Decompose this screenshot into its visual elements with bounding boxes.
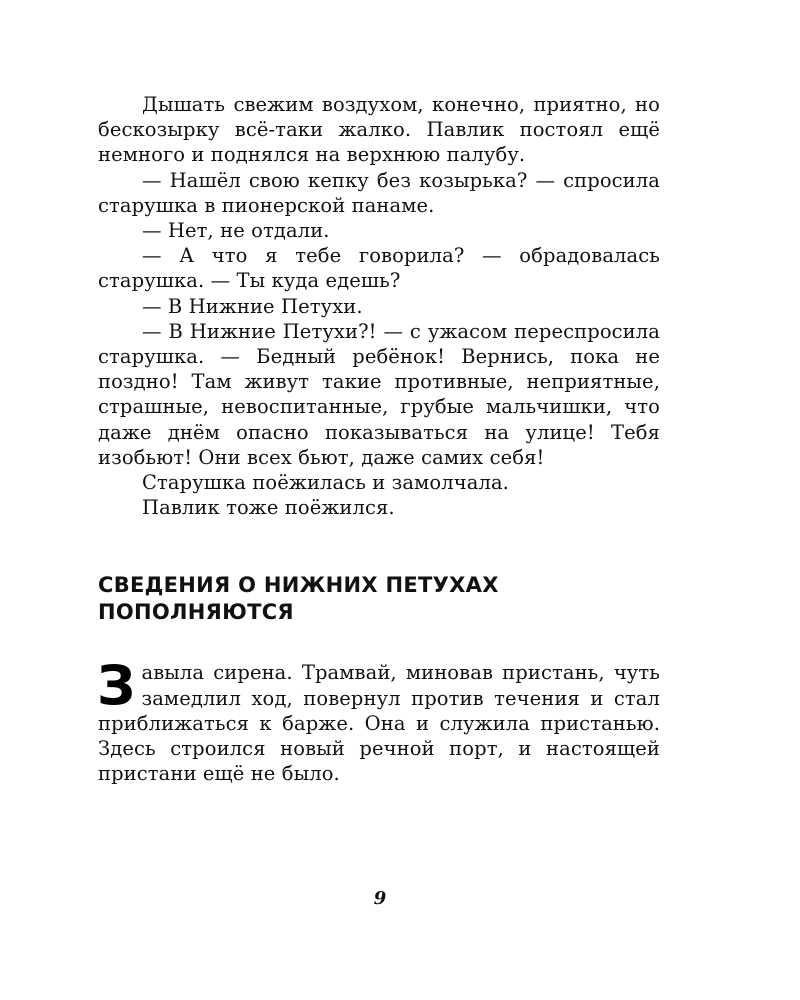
dialogue-line: — Нашёл свою кепку без козырька? — спросила старушка в пионерской панаме.	[98, 168, 660, 217]
drop-cap: З	[97, 654, 136, 718]
dialogue-line: — В Нижние Петухи?! — с ужасом переспросила старушка. — Бедный ребёнок! Вернись, пока не поздно! Там живут такие противные, неприятные, страшные, невоспитанные, грубые мальчишки, что даже днём опасно показываться на улице! Тебя изобьют! Они всех бьют, даже самих себя!	[98, 319, 660, 469]
chapter-first-paragraph	[97, 654, 660, 786]
chapter-first-paragraph-text: авыла сирена. Трамвай, миновав пристань, чуть замедлил ход, повернул против течения и стал приближаться к барже. Она и служила пристанью. Здесь строился новый речной порт, и настоящей пристани ещё не было.	[98, 661, 660, 786]
story-text	[98, 92, 660, 520]
page-content	[98, 92, 660, 786]
dialogue-line: — Нет, не отдали.	[142, 219, 330, 243]
dialogue-line: — А что я тебе говорила? — обрадовалась старушка. — Ты куда едешь?	[98, 244, 660, 293]
paragraph: Павлик тоже поёжился.	[142, 496, 395, 520]
paragraph: Дышать свежим воздухом, конечно, приятно, но бескозырку всё-таки жалко. Павлик постоял ещё немного и поднялся на верхнюю палубу.	[98, 93, 660, 167]
dialogue-line: — В Нижние Петухи.	[142, 294, 363, 318]
chapter-body	[97, 654, 660, 786]
chapter-title: СВЕДЕНИЯ О НИЖНИХ ПЕТУХАХ ПОПОЛНЯЮТСЯ	[98, 573, 499, 625]
paragraph: Старушка поёжилась и замолчала.	[142, 471, 509, 495]
page-number: 9	[373, 888, 387, 909]
